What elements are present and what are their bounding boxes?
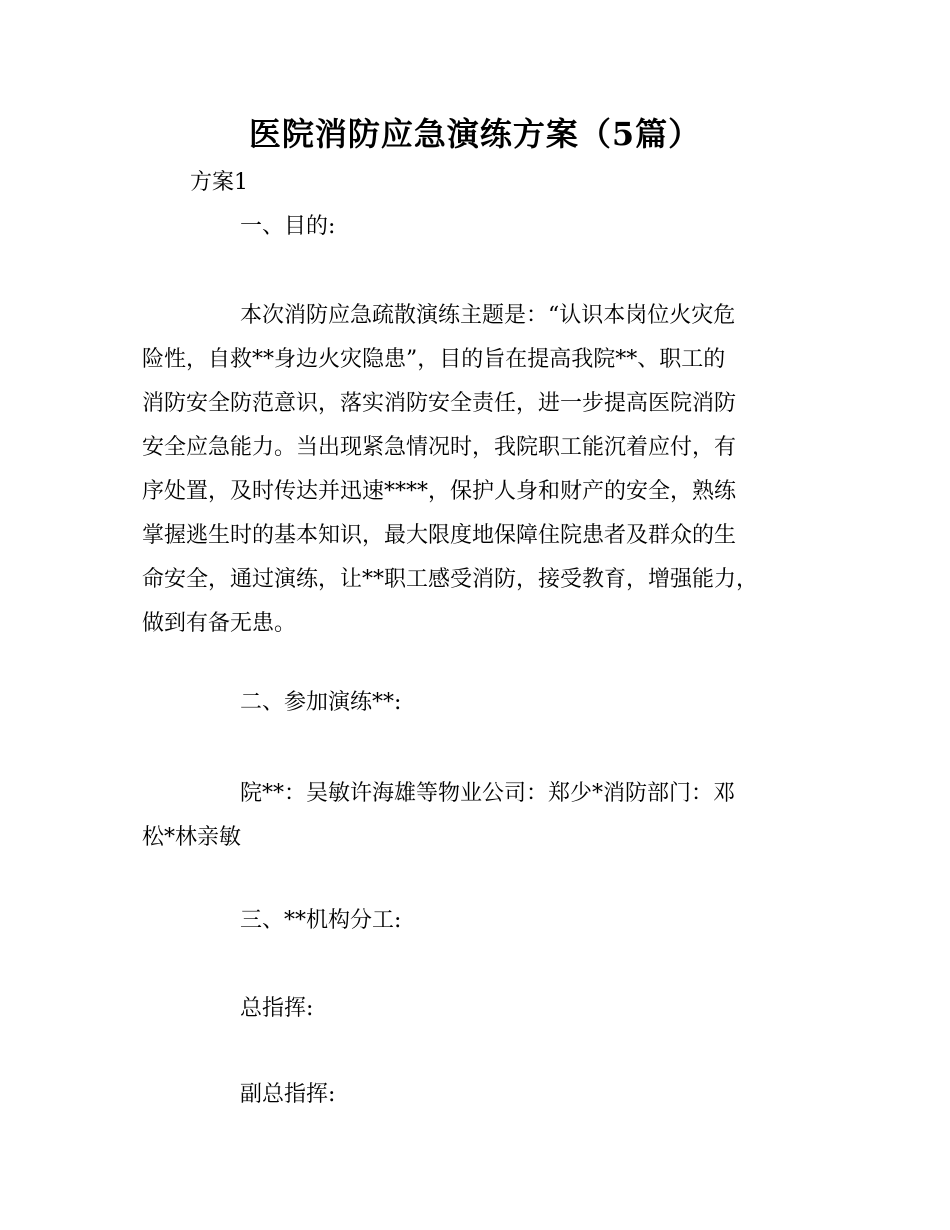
section-heading-participants: 二、参加演练**: [240,690,402,715]
paragraph-line: 松*林亲敏 [142,825,242,850]
paragraph-line: 序处置，及时传达并迅速****，保护人身和财产的安全，熟练 [142,479,737,504]
commander-label: 总指挥: [240,996,314,1021]
paragraph-line: 院**：吴敏许海雄等物业公司：郑少*消防部门：邓 [240,781,736,806]
section-heading-organization: 三、**机构分工: [240,908,402,933]
participants-paragraph [142,772,822,860]
deputy-commander-label: 副总指挥: [240,1082,336,1107]
paragraph-line: 掌握逃生时的基本知识，最大限度地保障住院患者及群众的生 [142,523,737,548]
paragraph-line: 消防安全防范意识，落实消防安全责任，进一步提高医院消防 [142,391,737,416]
paragraph-line: 做到有备无患。 [142,611,297,636]
section-heading-purpose: 一、目的: [240,214,336,239]
paragraph-line: 险性，自救**身边火灾隐患”，目的旨在提高我院**、职工的 [142,347,726,372]
paragraph-line: 命安全，通过演练，让**职工感受消防，接受教育，增强能力， [142,567,759,592]
paragraph-line: 安全应急能力。当出现紧急情况时，我院职工能沉着应付，有 [142,435,737,460]
document-title: 医院消防应急演练方案（5篇） [248,115,702,153]
paragraph-line: 本次消防应急疏散演练主题是：“认识本岗位火灾危 [240,303,736,328]
plan-label: 方案1 [190,170,248,195]
purpose-paragraph [142,294,822,646]
